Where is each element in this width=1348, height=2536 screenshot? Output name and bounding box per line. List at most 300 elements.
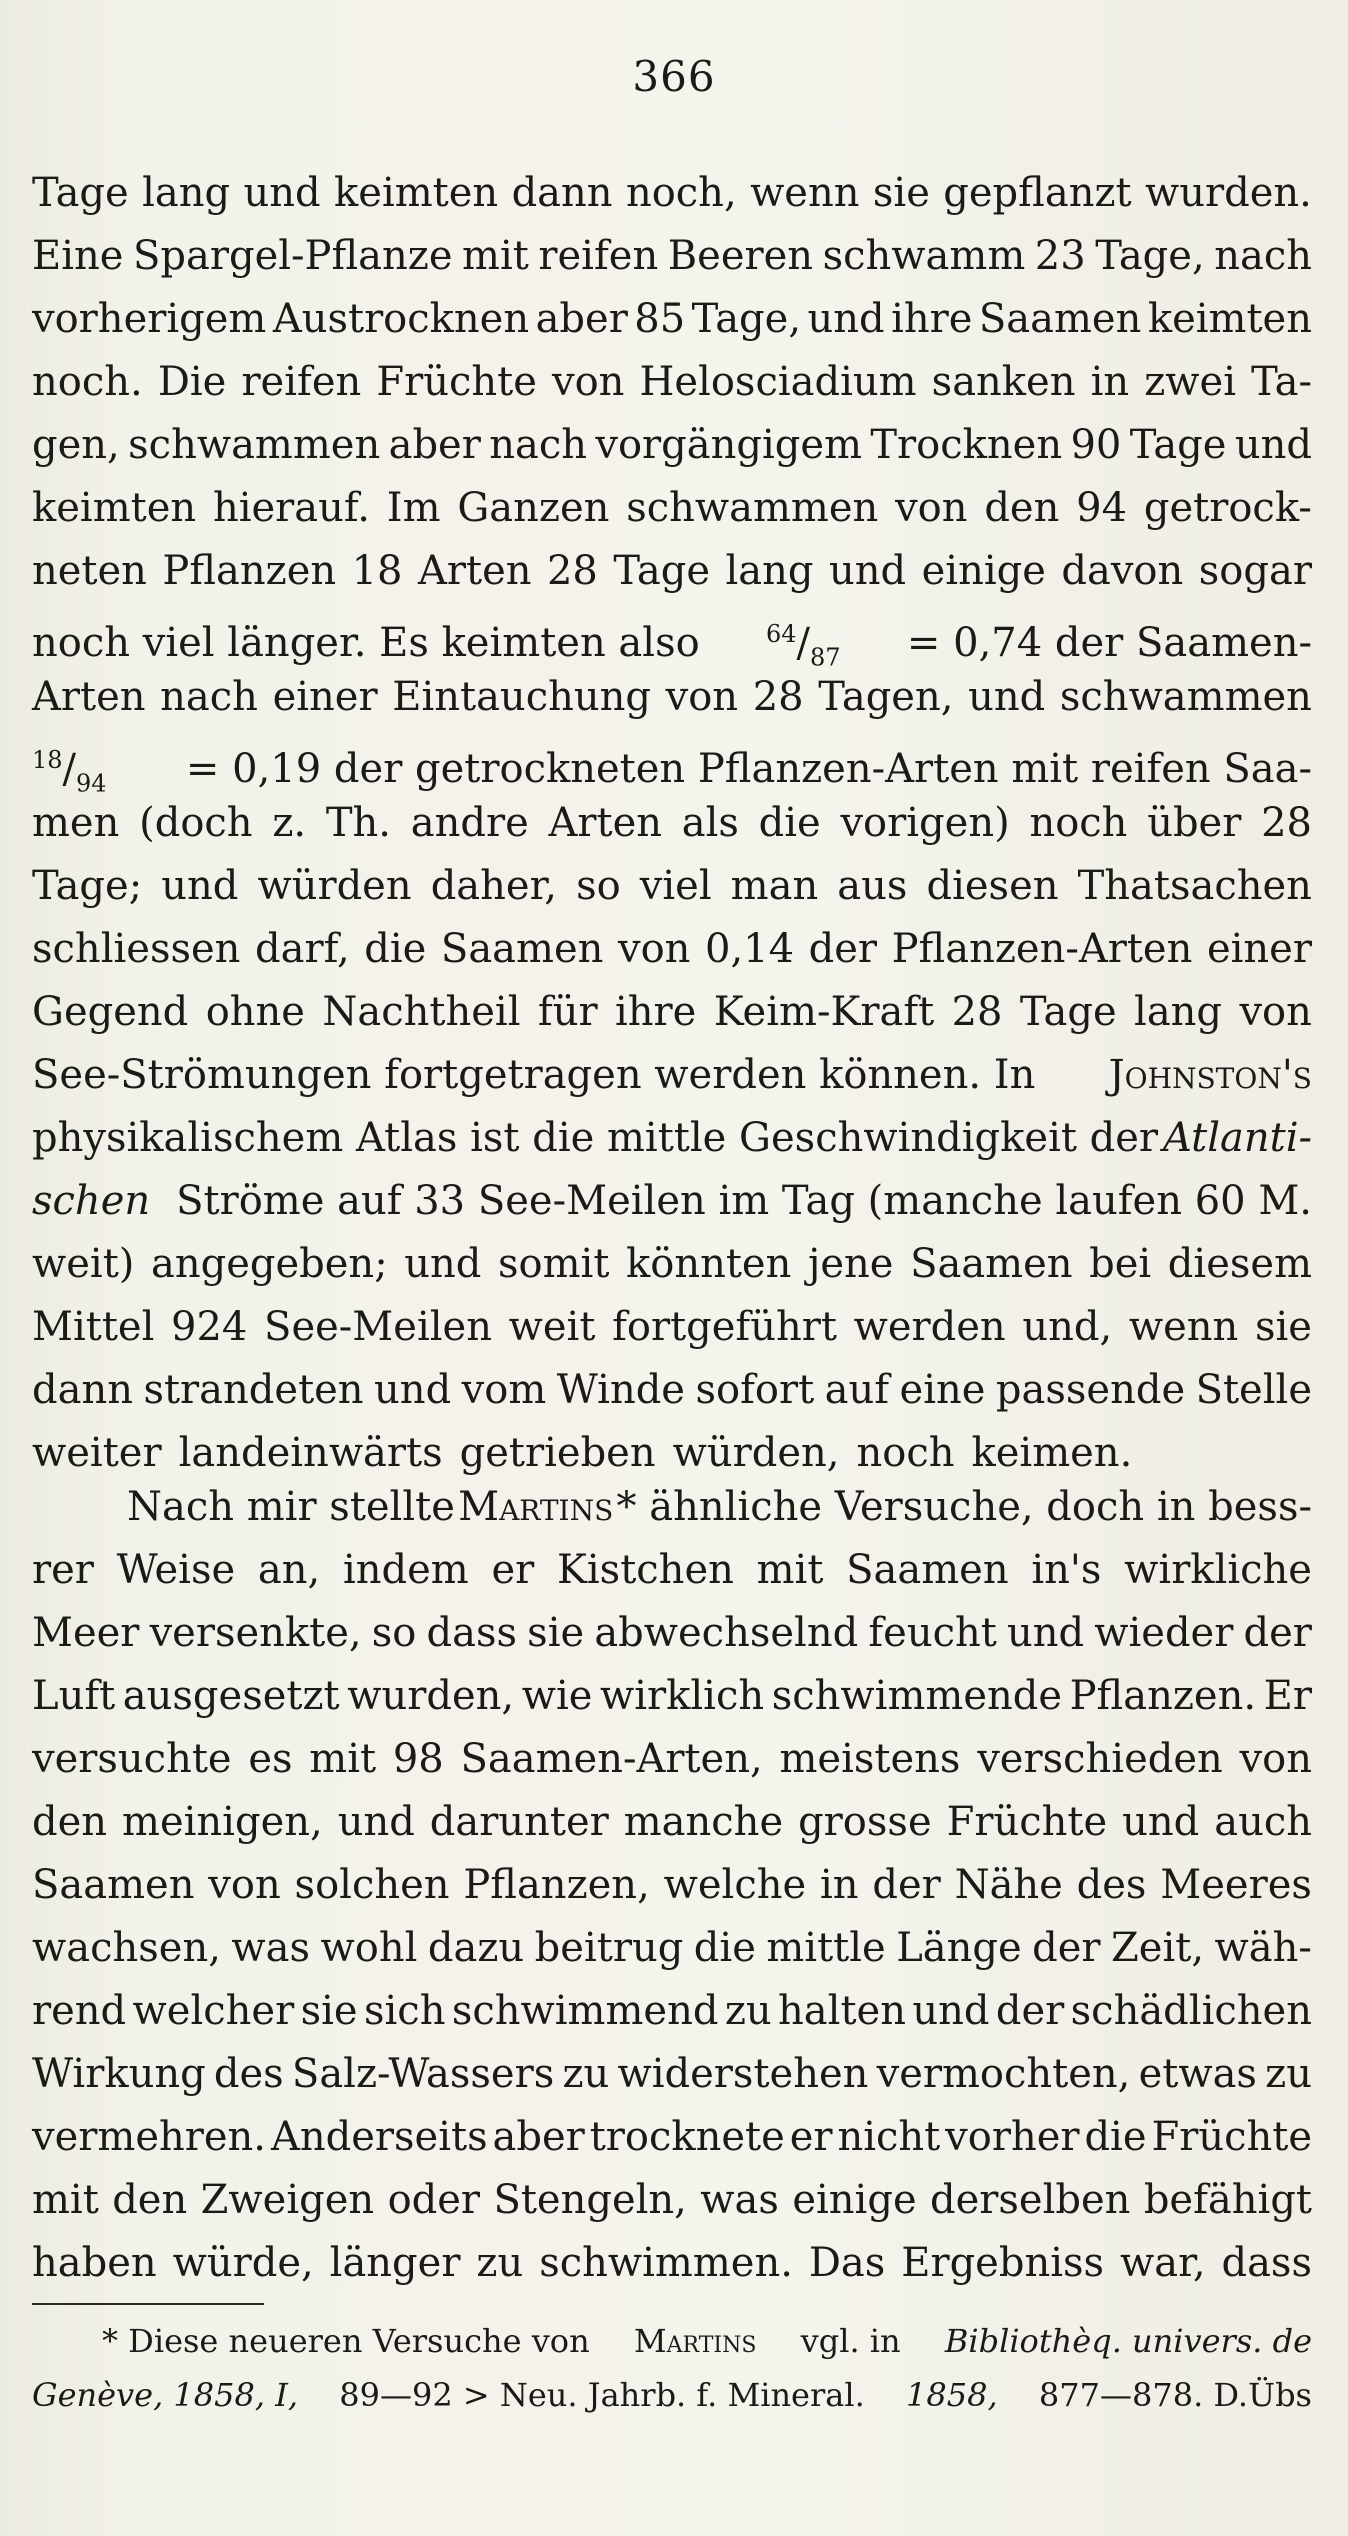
word: des [1076,1862,1147,1908]
text-line [32,981,1312,1044]
italic-text: schen [32,1178,151,1224]
text-run: physikalischem Atlas ist die mittle Geschwindigkeit der [32,1115,1159,1161]
word: würden, [672,1430,840,1476]
word: von [665,674,739,720]
text-line [32,351,1312,414]
word: Saamen [440,926,604,972]
word: hierauf. [212,485,370,531]
word: Saamen [910,1241,1073,1287]
text-run: 89—92 > Neu. Jahrb. f. Mineral. [339,2376,865,2414]
text-line [32,1854,1312,1917]
word: diesen [926,863,1059,909]
footnote-line [32,2368,1312,2422]
italic-text: Atlanti- [1162,1115,1312,1161]
word: Stelle [1195,1367,1312,1413]
word: Helosciadium [639,359,917,405]
word: wachsen, [32,1925,221,1971]
word: reifen [241,359,362,405]
word: Beeren [667,233,814,279]
word: wie [521,1673,593,1719]
word: Spargel-Pflanze [132,233,453,279]
word: Saamen [846,1547,1009,1593]
word: einer [1206,926,1312,972]
text-line [32,729,1312,798]
text-line [32,225,1312,288]
text-line [32,414,1312,477]
word: Er [1263,1673,1312,1719]
word: bei [1089,1241,1152,1287]
word: Austrocknen [272,296,530,342]
word: mittle [766,1925,886,1971]
fraction-denominator: 94 [76,769,107,798]
word: schwimmen. [539,2240,793,2286]
text-line [32,1107,1312,1170]
word: Trocknen [870,422,1063,468]
word: und, [1022,1304,1113,1350]
text-run: = 0,74 der Saamen- [906,620,1312,667]
word: Arten [417,548,532,594]
word: nicht [837,2114,941,2160]
word: lang [725,548,814,594]
word: weit [508,1304,596,1350]
word: sie [872,170,930,216]
text-line [32,1539,1312,1602]
word: z. [272,800,307,846]
word: schwimmend [451,1988,719,2034]
word: eine [899,1367,986,1413]
word: aus [837,863,908,909]
word: 0,14 [705,926,795,972]
word: wurden, [347,1673,515,1719]
word: auch [1214,1799,1312,1845]
word: und [404,1241,482,1287]
word: beitrug [534,1925,684,1971]
word: landeinwärts [178,1430,443,1476]
word: und [912,1988,990,2034]
word: von [551,359,625,405]
fraction-numerator: 64 [766,620,797,648]
word: 90 [1070,422,1122,468]
word: schliessen [32,926,241,972]
word: dann [32,1367,133,1413]
word: Die [157,359,227,405]
word: keimten [32,485,197,531]
word: zu [1265,2051,1312,2097]
word: Früchte [946,1799,1108,1845]
word: aber [535,296,628,342]
word: gen, [32,422,120,468]
word: sofort [695,1367,815,1413]
word: passende [995,1367,1186,1413]
word: manche [623,1799,784,1845]
word: könnten [626,1241,792,1287]
text-line [32,1170,1312,1233]
word: und [1006,1610,1085,1656]
word: so [576,863,621,909]
italic-text: 1858, [906,2376,998,2414]
word: und [1234,422,1312,468]
word: andre [410,800,529,846]
word: der [1243,1610,1312,1656]
text-line [32,1476,1312,1539]
word: Wirkung [32,2051,206,2097]
word: von [895,485,968,531]
word: viel [639,863,712,909]
word: sie [300,1988,358,2034]
word: sie [527,1610,585,1656]
paragraph-2 [32,1476,1312,2295]
word: lang [1134,989,1223,1035]
word: ihre [614,989,697,1035]
word: über [1147,800,1242,846]
word: 18 [351,548,403,594]
word: 28 [1261,800,1312,846]
word: wurden. [1145,170,1312,216]
word: etwas [1138,2051,1257,2097]
word: die [693,1925,756,1971]
word: den [32,1799,108,1845]
text-run: noch viel länger. Es keimten also [32,620,700,667]
text-line [32,792,1312,855]
word: mit [756,1547,824,1593]
word: den [112,2177,188,2223]
word: Thatsachen [1077,863,1312,909]
word: was [700,2177,779,2223]
word: Meeres [1160,1862,1312,1908]
word: schwamm [822,233,1026,279]
text-line [32,1728,1312,1791]
word: auf [824,1367,890,1413]
word: sanken [931,359,1076,405]
word: vorigen) [840,800,1010,846]
word: rend [32,1988,127,2034]
word: See-Meilen [264,1304,492,1350]
word: wenn [1128,1304,1239,1350]
word: einer [272,674,378,720]
word: noch [1029,800,1128,846]
word: Salz-Wassers [291,2051,555,2097]
word: sogar [1198,548,1312,594]
word: werden [853,1304,1006,1350]
word: nach [489,422,587,468]
word: man [730,863,819,909]
word: zwei [1144,359,1236,405]
word: von [1239,1736,1312,1782]
word: dazu [427,1925,525,1971]
word: somit [498,1241,610,1287]
word: davon [1061,548,1184,594]
text-line [32,2106,1312,2169]
word: Kistchen [557,1547,734,1593]
word: vorher [945,2114,1080,2160]
text-line [32,162,1312,225]
word: reifen [538,233,659,279]
footnote-line [32,2314,1312,2368]
word: einige [921,548,1046,594]
word: gepflanzt [943,170,1132,216]
word: keimten [334,170,499,216]
author-name: Martins [633,2322,757,2360]
word: feucht [868,1610,997,1656]
word: Pflanzen, [463,1862,650,1908]
text-run: * Diese neueren Versuche von [102,2322,590,2360]
word: neten [32,548,147,594]
word: schwammen [128,422,381,468]
word: aber [388,422,481,468]
word: 28 [951,989,1003,1035]
word: des [213,2051,284,2097]
text-line [32,2232,1312,2295]
word: Meer [32,1610,140,1656]
word: nach [160,674,258,720]
word: lang [142,170,231,216]
word: Das [808,2240,886,2286]
word: länger [329,2240,461,2286]
word: Nachtheil [322,989,521,1035]
word: noch. [32,359,143,405]
word: Früchte [376,359,537,405]
word: die [1084,2114,1147,2160]
word: schädlichen [1070,1988,1312,2034]
word: war, [1120,2240,1206,2286]
word: Ergebniss [901,2240,1105,2286]
word: weit) [32,1241,135,1287]
word: befähigt [1143,2177,1312,2223]
word: wohl [320,1925,418,1971]
word: und [374,1367,452,1413]
word: keimten [1147,296,1312,342]
word: 98 [392,1736,444,1782]
text-run: * ähnliche Versuche, doch in bess- [616,1484,1312,1530]
word: sich [363,1988,446,2034]
word: vermochten, [876,2051,1131,2097]
word: keimen. [971,1430,1133,1476]
word: versuchte [32,1736,232,1782]
word: (doch [139,800,253,846]
text-line [32,2169,1312,2232]
word: Zeit, [1111,1925,1205,1971]
word: haben [32,2240,157,2286]
word: oder [387,2177,481,2223]
text-run: Ströme auf 33 See-Meilen im Tag (manche laufen 60 M. [176,1178,1312,1224]
word: zu [476,2240,524,2286]
word: getrock- [1143,485,1312,531]
word: ausgesetzt [122,1673,340,1719]
word: Länge [896,1925,1022,1971]
word: würde, [172,2240,314,2286]
word: welche [663,1862,807,1908]
word: Tage [1129,422,1227,468]
word: von [208,1862,281,1908]
word: Nähe [954,1862,1063,1908]
text-run: = 0,19 der getrockneten Pflanzen-Arten mit reifen Saa- [185,746,1312,793]
word: 28 [546,548,598,594]
word: diesem [1167,1241,1312,1287]
word: versenkte, [149,1610,362,1656]
word: noch, [625,170,737,216]
word: vom [461,1367,547,1413]
word: indem [342,1547,469,1593]
word: 94 [1076,485,1128,531]
fraction: $^{64}/_{87}$ [766,620,841,672]
word: getrieben [459,1430,656,1476]
word: vorgängigem [595,422,862,468]
text-line [32,1980,1312,2043]
text-line [32,918,1312,981]
word: halten [778,1988,906,2034]
word: einige [792,2177,917,2223]
word: Tage [32,170,129,216]
text-line [32,477,1312,540]
word: Th. [325,800,391,846]
word: und [968,674,1046,720]
word: sie [1254,1304,1312,1350]
word: wirkliche [1124,1547,1312,1593]
word: Stengeln, [493,2177,687,2223]
word: Ganzen [457,485,610,531]
word: vermehren. [32,2114,267,2160]
word: darunter [429,1799,609,1845]
word: in's [1031,1547,1102,1593]
italic-text: Genève, 1858, I, [32,2376,298,2414]
word: und [243,170,321,216]
word: mit [32,2177,99,2223]
paragraph-1 [32,162,1312,1485]
word: mit [462,233,529,279]
word: Gegend [32,989,189,1035]
text-run: vgl. in [800,2322,901,2360]
word: widerstehen [617,2051,869,2097]
fraction-denominator: 87 [810,643,841,672]
word: der [808,926,878,972]
word: schwimmende [771,1673,1063,1719]
word: vorherigem [32,296,267,342]
word: die [364,926,427,972]
text-line [32,1296,1312,1359]
text-line [32,1602,1312,1665]
word: daher, [430,863,558,909]
fraction-numerator: 18 [32,746,63,774]
word: welcher [132,1988,295,2034]
text-line [32,1917,1312,1980]
word: Früchte [1151,2114,1312,2160]
text-line [32,2043,1312,2106]
word: den [984,485,1060,531]
word: in [1090,359,1130,405]
word: meistens [779,1736,961,1782]
word: Keim-Kraft [713,989,935,1035]
word: Weise [116,1547,236,1593]
word: es [248,1736,293,1782]
word: er [491,1547,535,1593]
word: schwammen [626,485,879,531]
italic-text: Bibliothèq. univers. de [944,2322,1312,2360]
word: 85 [634,296,686,342]
text-run: See-Strömungen fortgetragen werden können. In [32,1052,1036,1098]
word: Luft [32,1673,116,1719]
text-line [32,1233,1312,1296]
word: was [231,1925,311,1971]
word: 28 [752,674,804,720]
word: der [1032,1925,1101,1971]
fraction: $^{18}/_{94}$ [32,746,107,798]
footnote [32,2314,1312,2422]
word: als [681,800,739,846]
word: jene [807,1241,894,1287]
word: solchen [294,1862,450,1908]
word: schwammen [1059,674,1312,720]
word: und [1122,1799,1200,1845]
word: wenn [750,170,860,216]
page-number: 366 [632,52,716,101]
word: Pflanzen-Arten [891,926,1193,972]
word: dass [1221,2240,1312,2286]
text-line [32,288,1312,351]
word: Pflanzen. [1069,1673,1257,1719]
word: verschieden [977,1736,1223,1782]
text-line [32,603,1312,672]
word: ihre [891,296,973,342]
word: er [789,2114,833,2160]
text-line [32,1044,1312,1107]
text-line [32,855,1312,918]
word: und [337,1799,415,1845]
word: Tage, [691,296,802,342]
text-run: 877—878. D.Übs [1038,2376,1312,2414]
word: Saamen [32,1862,195,1908]
word: und [161,863,239,909]
text-line [32,1359,1312,1422]
author-name: Johnston's [1108,1052,1312,1098]
word: angegeben; [150,1241,388,1287]
word: zu [562,2051,610,2097]
word: für [537,989,598,1035]
word: Tage [1019,989,1117,1035]
word: Im [386,485,441,531]
word: wäh- [1214,1925,1312,1971]
word: ohne [205,989,305,1035]
word: an, [257,1547,321,1593]
word: Tage, [1095,233,1205,279]
word: so [371,1610,417,1656]
word: und [807,296,885,342]
word: Tage; [32,863,143,909]
word: strandeten [143,1367,364,1413]
word: Arten [548,800,662,846]
word: men [32,800,120,846]
word: zu [724,1988,772,2034]
word: wieder [1094,1610,1234,1656]
text-line [32,540,1312,603]
word: Saamen-Arten, [460,1736,763,1782]
word: abwechselnd [594,1610,859,1656]
word: Zweigen [200,2177,375,2223]
word: der [872,1862,941,1908]
word: von [1239,989,1312,1035]
word: Tage [613,548,711,594]
text-line [32,1665,1312,1728]
word: aber [492,2114,585,2160]
word: Eine [32,233,124,279]
word: Pflanzen [162,548,337,594]
word: trocknete [589,2114,785,2160]
word: noch [856,1430,955,1476]
word: Arten [32,674,146,720]
word: rer [32,1547,94,1593]
word: weiter [32,1430,162,1476]
word: derselben [930,2177,1131,2223]
word: der [995,1988,1065,2034]
